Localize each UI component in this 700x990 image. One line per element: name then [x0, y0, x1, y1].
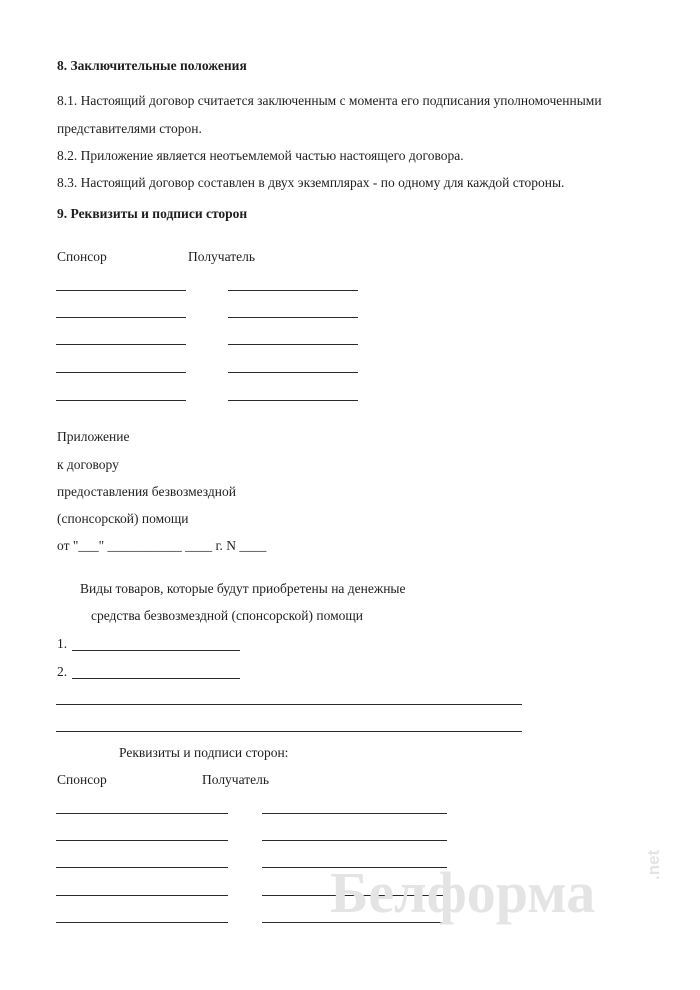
appendix-sponsor-label: Спонсор: [57, 772, 107, 787]
clause-8-1-line-2: представителями сторон.: [57, 121, 202, 136]
appendix-date-line: от "___" ___________ ____ г. N ____: [57, 538, 267, 553]
recipient-signature-line: [228, 290, 358, 291]
appendix-line-2: к договору: [57, 457, 119, 472]
sponsor-label: Спонсор: [57, 249, 107, 264]
recipient-label: Получатель: [188, 249, 256, 264]
recipient-signature-line: [228, 372, 358, 373]
sponsor-signature-line: [56, 317, 186, 318]
appendix-recipient-signature-line: [262, 840, 447, 841]
appendix-recipient-signature-line: [262, 813, 447, 814]
watermark-suffix: .net: [644, 849, 663, 880]
appendix-sponsor-signature-line: [56, 922, 228, 923]
clause-8-1-line-1: 8.1. Настоящий договор считается заключенным с момента его подписания уполномоченными: [57, 93, 602, 108]
sponsor-signature-line: [56, 400, 186, 401]
recipient-signature-line: [228, 344, 358, 345]
clause-8-3: 8.3. Настоящий договор составлен в двух экземплярах - по одному для каждой стороны.: [57, 175, 565, 190]
sponsor-signature-line: [56, 344, 186, 345]
appendix-blank-line: [56, 704, 522, 705]
appendix-line-1: Приложение: [57, 429, 130, 444]
section-9-heading: 9. Реквизиты и подписи сторон: [57, 206, 248, 221]
appendix-sponsor-signature-line: [56, 895, 228, 896]
sponsor-signature-line: [56, 372, 186, 373]
appendix-sponsor-signature-line: [56, 813, 228, 814]
sponsor-signature-line: [56, 290, 186, 291]
appendix-blank-line: [56, 731, 522, 732]
item-1-number: 1.: [57, 636, 68, 651]
item-2-blank-line: [72, 678, 240, 679]
watermark-logo: Белформа: [330, 860, 596, 925]
appendix-sponsor-signature-line: [56, 867, 228, 868]
appendix-title-line-1: Виды товаров, которые будут приобретены на денежные: [80, 581, 406, 596]
appendix-line-4: (спонсорской) помощи: [57, 511, 189, 526]
item-2-number: 2.: [57, 664, 68, 679]
section-8-heading: 8. Заключительные положения: [57, 58, 247, 73]
clause-8-2: 8.2. Приложение является неотъемлемой частью настоящего договора.: [57, 148, 464, 163]
appendix-title-line-2: средства безвозмездной (спонсорской) помощи: [91, 608, 363, 623]
appendix-sponsor-signature-line: [56, 840, 228, 841]
recipient-signature-line: [228, 400, 358, 401]
appendix-line-3: предоставления безвозмездной: [57, 484, 236, 499]
appendix-recipient-label: Получатель: [202, 772, 270, 787]
appendix-signatures-heading: Реквизиты и подписи сторон:: [119, 745, 289, 760]
item-1-blank-line: [72, 650, 240, 651]
recipient-signature-line: [228, 317, 358, 318]
